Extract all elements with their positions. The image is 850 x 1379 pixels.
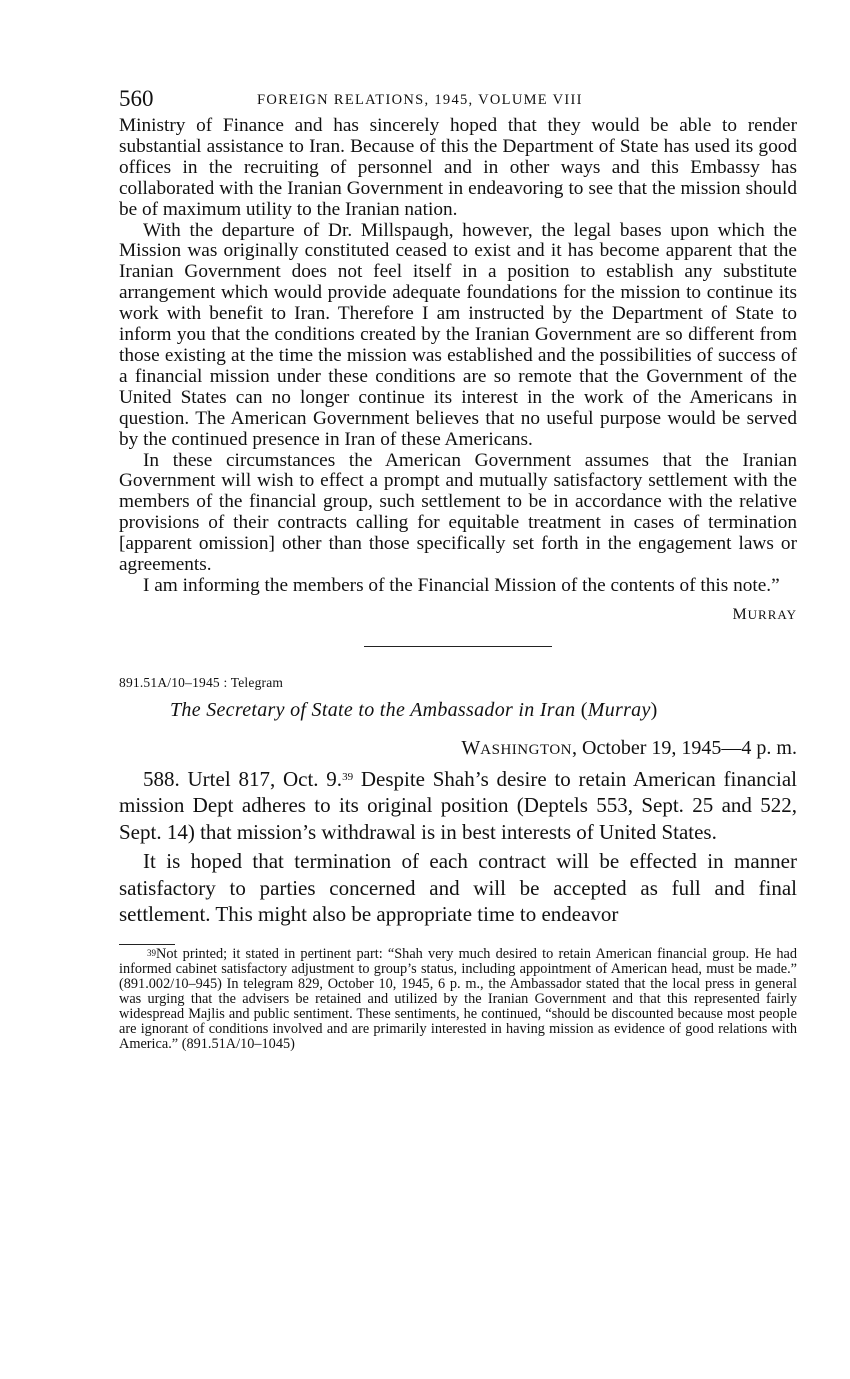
note-continued	[119, 116, 797, 597]
dateline	[119, 737, 797, 760]
document-title	[119, 699, 797, 722]
paragraph-start: 588. Urtel 817, Oct. 9.	[143, 766, 343, 791]
paragraph: Ministry of Finance and has sincerely hoped that they would be able to render substantial assistance to Iran. Because of this the Department of State has used its good offices in the recruiting of personnel and in other ways and this Embassy has collaborated with the Iranian Government in endeavoring to see that the mission should be of maximum utility to the Iranian nation.	[119, 115, 797, 220]
paragraph: It is hoped that termination of each contract will be effected in manner satisfactory to parties concerned and will be accepted as full and final settlement. This might also be appropriate time to endeavor	[119, 849, 797, 927]
footnote-ref: 39	[342, 770, 354, 783]
telegram-body	[119, 766, 797, 928]
title-name: Murray	[587, 698, 651, 721]
footnote	[119, 947, 797, 1052]
running-title: FOREIGN RELATIONS, 1945, VOLUME VIII	[257, 92, 583, 108]
place-rest: ASHINGTON	[480, 741, 573, 758]
footnote-text: Not printed; it stated in pertinent part: “Shah very much desired to retain American financial group. He had informed cabinet satisfactory adjustment to group’s status, including appointment of American head, must be made.” (891.002/10–945) In telegram 829, October 10, 1945, 6 p. m., the Ambassador stated that the local press in general was urging that the advisers be retained and utilized by the Iranian Government and that this represented fairly widespread Majlis and public sentiment. These sentiments, he continued, “should be discounted because most people are ignorant of conditions involved and are primarily interested in having mission as evidence of good relations with America.” (891.51A/10–1045)	[119, 945, 797, 1052]
paragraph: In these circumstances the American Government assumes that the Iranian Government will wish to effect a prompt and mutually satisfactory settlement with the members of the financial group, such settlement to be in accordance with the relative provisions of their contracts calling for equitable treatment in cases of termination [apparent omission] other than those specifically set forth in the engagement laws or agreements.	[119, 449, 797, 576]
signature-initial: M	[732, 605, 748, 623]
footnote-number: 39	[147, 947, 156, 958]
document-page	[119, 86, 797, 1052]
title-main: The Secretary of State to the Ambassador in Iran	[170, 698, 581, 721]
signature-rest: URRAY	[747, 606, 797, 622]
paragraph: With the departure of Dr. Millspaugh, however, the legal bases upon which the Mission was originally constituted ceased to exist and it has become apparent that the Iranian Government does not feel itself in a position to establish any substitute arrangement which would provide adequate foundations for the mission to continue its work with benefit to Iran. Therefore I am instructed by the Department of State to inform you that the conditions created by the Iranian Government are so different from those existing at the time the mission was established and the possibilities of success of a financial mission under these conditions are so remote that the Government of the United States can no longer continue its interest in the work of the Americans in question. The American Government believes that no useful purpose would be served by the continued presence in Iran of these Americans.	[119, 219, 797, 450]
date-time: , October 19, 1945—4 p. m.	[572, 736, 797, 759]
paragraph-rest: Despite Shah’s desire to retain American financial mission Dept adheres to its original position (Deptels 553, Sept. 25 and 522, Sept. 14) that mission’s withdrawal is in best interests of United States.	[119, 766, 797, 844]
page-number: 560	[119, 86, 154, 111]
page-header	[119, 86, 797, 116]
signature	[119, 606, 797, 624]
title-open-paren: (	[580, 698, 588, 721]
footnote-divider	[119, 944, 175, 945]
paragraph: I am informing the members of the Financial Mission of the contents of this note.”	[143, 574, 780, 596]
section-divider	[364, 646, 552, 647]
paragraph	[119, 766, 797, 846]
file-number: 891.51A/10–1945 : Telegram	[119, 674, 284, 690]
place-initial: W	[461, 736, 481, 759]
title-close-paren: )	[650, 698, 658, 721]
